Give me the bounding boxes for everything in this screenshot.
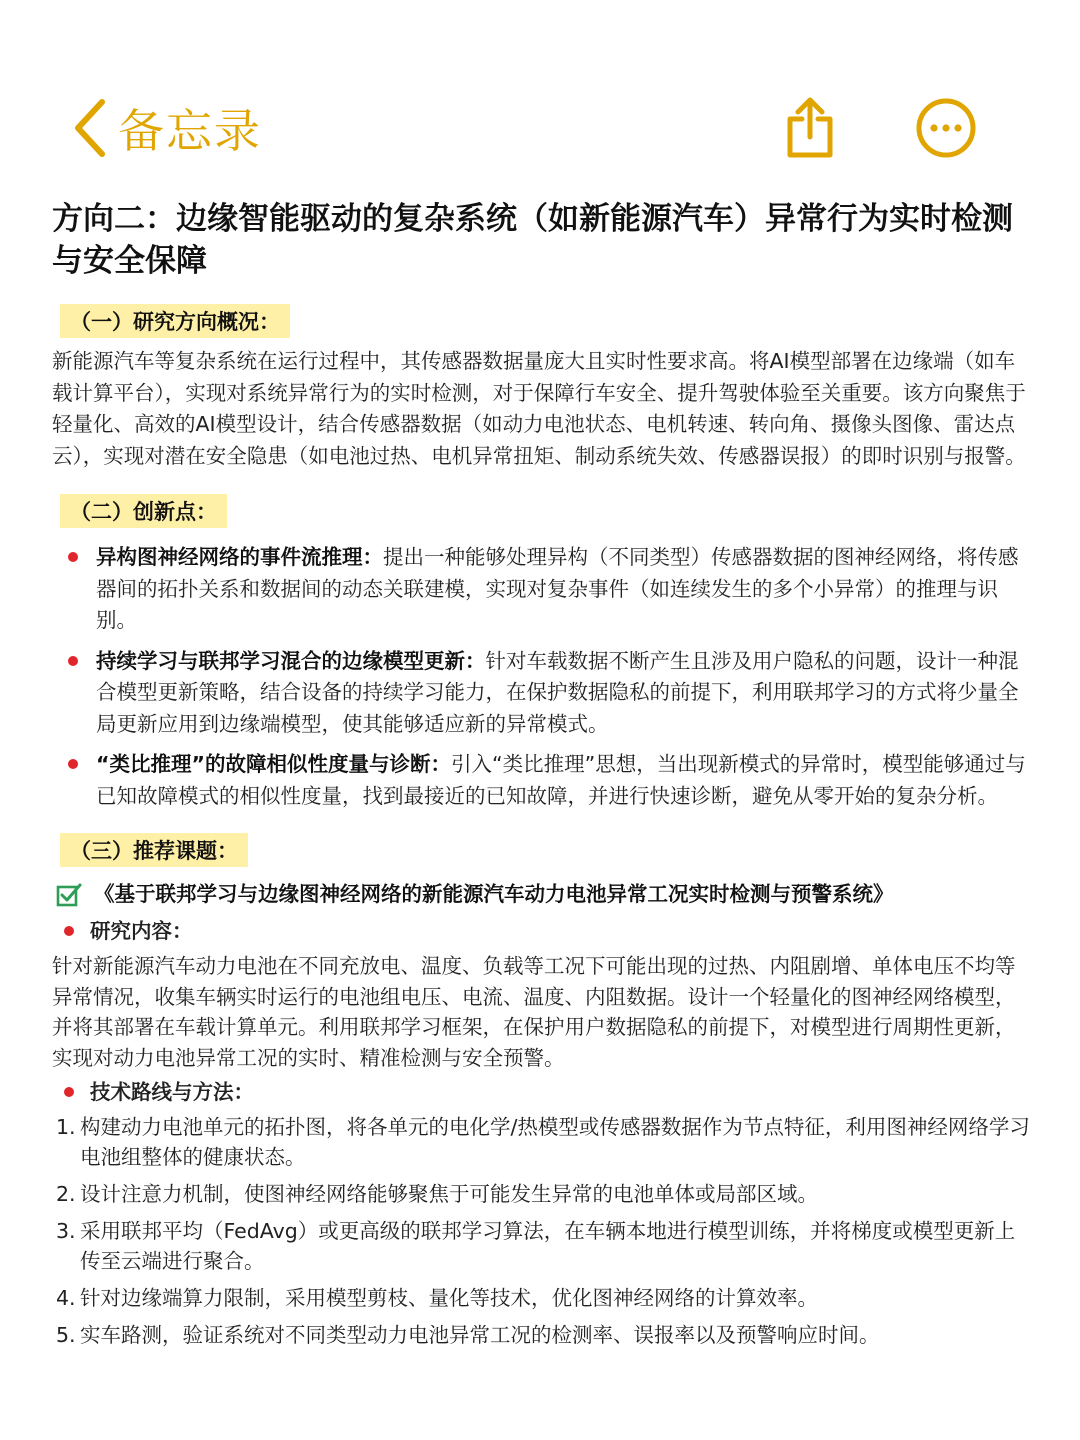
item-text: 引入“类比推理”思想，当出现新模式的异常时，模型能够通过与已知故障模式的相似性度量，找到最接近的已知故障，并进行快速诊断，避免从零开始的复杂分析。 (96, 752, 1026, 808)
list-item (52, 646, 1032, 741)
section-heading-topics: （三）推荐课题： (60, 833, 248, 867)
note-title: 方向二：边缘智能驱动的复杂系统（如新能源汽车）异常行为实时检测与安全保障 (52, 201, 1013, 279)
more-button[interactable] (915, 97, 977, 163)
red-dot-icon (68, 759, 78, 769)
item-title: “类比推理”的故障相似性度量与诊断： (96, 752, 451, 776)
step-text: 实车路测，验证系统对不同类型动力电池异常工况的检测率、误报率以及预警响应时间。 (80, 1323, 880, 1347)
step-item (52, 1320, 1032, 1350)
step-text: 设计注意力机制，使图神经网络能够聚焦于可能发生异常的电池单体或局部区域。 (80, 1182, 818, 1206)
red-dot-icon (64, 1087, 74, 1097)
research-subheading (52, 916, 1032, 947)
note-body[interactable] (52, 198, 1032, 1357)
step-text: 采用联邦平均（FedAvg）或更高级的联邦学习算法，在车辆本地进行模型训练，并将梯度或模型更新上传至云端进行聚合。 (80, 1219, 1016, 1273)
topic-title: 《基于联邦学习与边缘图神经网络的新能源汽车动力电池异常工况实时检测与预警系统》 (94, 882, 894, 906)
item-title: 异构图神经网络的事件流推理： (96, 545, 383, 569)
step-number: 1. (56, 1115, 76, 1139)
step-number: 5. (56, 1323, 76, 1347)
step-item (52, 1216, 1032, 1276)
section-heading-overview: （一）研究方向概况： (60, 304, 290, 338)
step-number: 2. (56, 1182, 76, 1206)
navigation-bar (0, 0, 1080, 170)
list-item (52, 749, 1032, 812)
overview-paragraph: 新能源汽车等复杂系统在运行过程中，其传感器数据量庞大且实时性要求高。将AI模型部署在边缘端（如车载计算平台），实现对系统异常行为的实时检测，对于保障行车安全、提升驾驶体验至关重要。该方向聚焦于轻量化、高效的AI模型设计，结合传感器数据（如动力电池状态、电机转速、转向角、摄像头图像、雷达点云），实现对潜在安全隐患（如电池过热、电机异常扭矩、制动系统失效、传感器误报）的即时识别与报警。 (52, 349, 1026, 468)
share-button[interactable] (782, 97, 838, 163)
checkbox-checked-icon[interactable] (56, 883, 82, 916)
share-icon (782, 144, 838, 163)
item-text: 提出一种能够处理异构（不同类型）传感器数据的图神经网络，将传感器间的拓扑关系和数据间的动态关联建模，实现对复杂事件（如连续发生的多个小异常）的推理与识别。 (96, 545, 1019, 632)
red-dot-icon (68, 552, 78, 562)
back-label: 备忘录 (118, 104, 262, 158)
step-number: 4. (56, 1286, 76, 1310)
red-dot-icon (68, 656, 78, 666)
step-text: 构建动力电池单元的拓扑图，将各单元的电化学/热模型或传感器数据作为节点特征，利用图神经网络学习电池组整体的健康状态。 (80, 1115, 1030, 1169)
more-icon (915, 144, 977, 163)
innovation-list (52, 542, 1032, 812)
list-item (52, 542, 1032, 637)
red-dot-icon (64, 926, 74, 936)
back-button[interactable] (70, 95, 262, 161)
research-paragraph: 针对新能源汽车动力电池在不同充放电、温度、负载等工况下可能出现的过热、内阻剧增、单体电压不均等异常情况，收集车辆实时运行的电池组电压、电流、温度、内阻数据。设计一个轻量化的图神经网络模型，并将其部署在车载计算单元。利用联邦学习框架，在保护用户数据隐私的前提下，对模型进行周期性更新，实现对动力电池异常工况的实时、精准检测与安全预警。 (52, 954, 1016, 1070)
item-title: 持续学习与联邦学习混合的边缘模型更新： (96, 648, 486, 673)
step-item (52, 1112, 1032, 1172)
step-item (52, 1283, 1032, 1313)
method-subheading (52, 1077, 1032, 1108)
item-text: 针对车载数据不断产生且涉及用户隐私的问题，设计一种混合模型更新策略，结合设备的持续学习能力，在保护数据隐私的前提下，利用联邦学习的方式将少量全局更新应用到边缘端模型，使其能够适应新的异常模式。 (96, 648, 1019, 736)
section-heading-innovation: （二）创新点： (60, 494, 227, 528)
method-label: 技术路线与方法： (90, 1080, 254, 1104)
step-item (52, 1179, 1032, 1209)
recommended-topic (52, 879, 1032, 910)
method-steps (52, 1112, 1032, 1350)
research-label: 研究内容： (90, 919, 193, 943)
step-number: 3. (56, 1219, 76, 1243)
chevron-left-icon (70, 96, 110, 160)
step-text: 针对边缘端算力限制，采用模型剪枝、量化等技术，优化图神经网络的计算效率。 (80, 1286, 818, 1310)
